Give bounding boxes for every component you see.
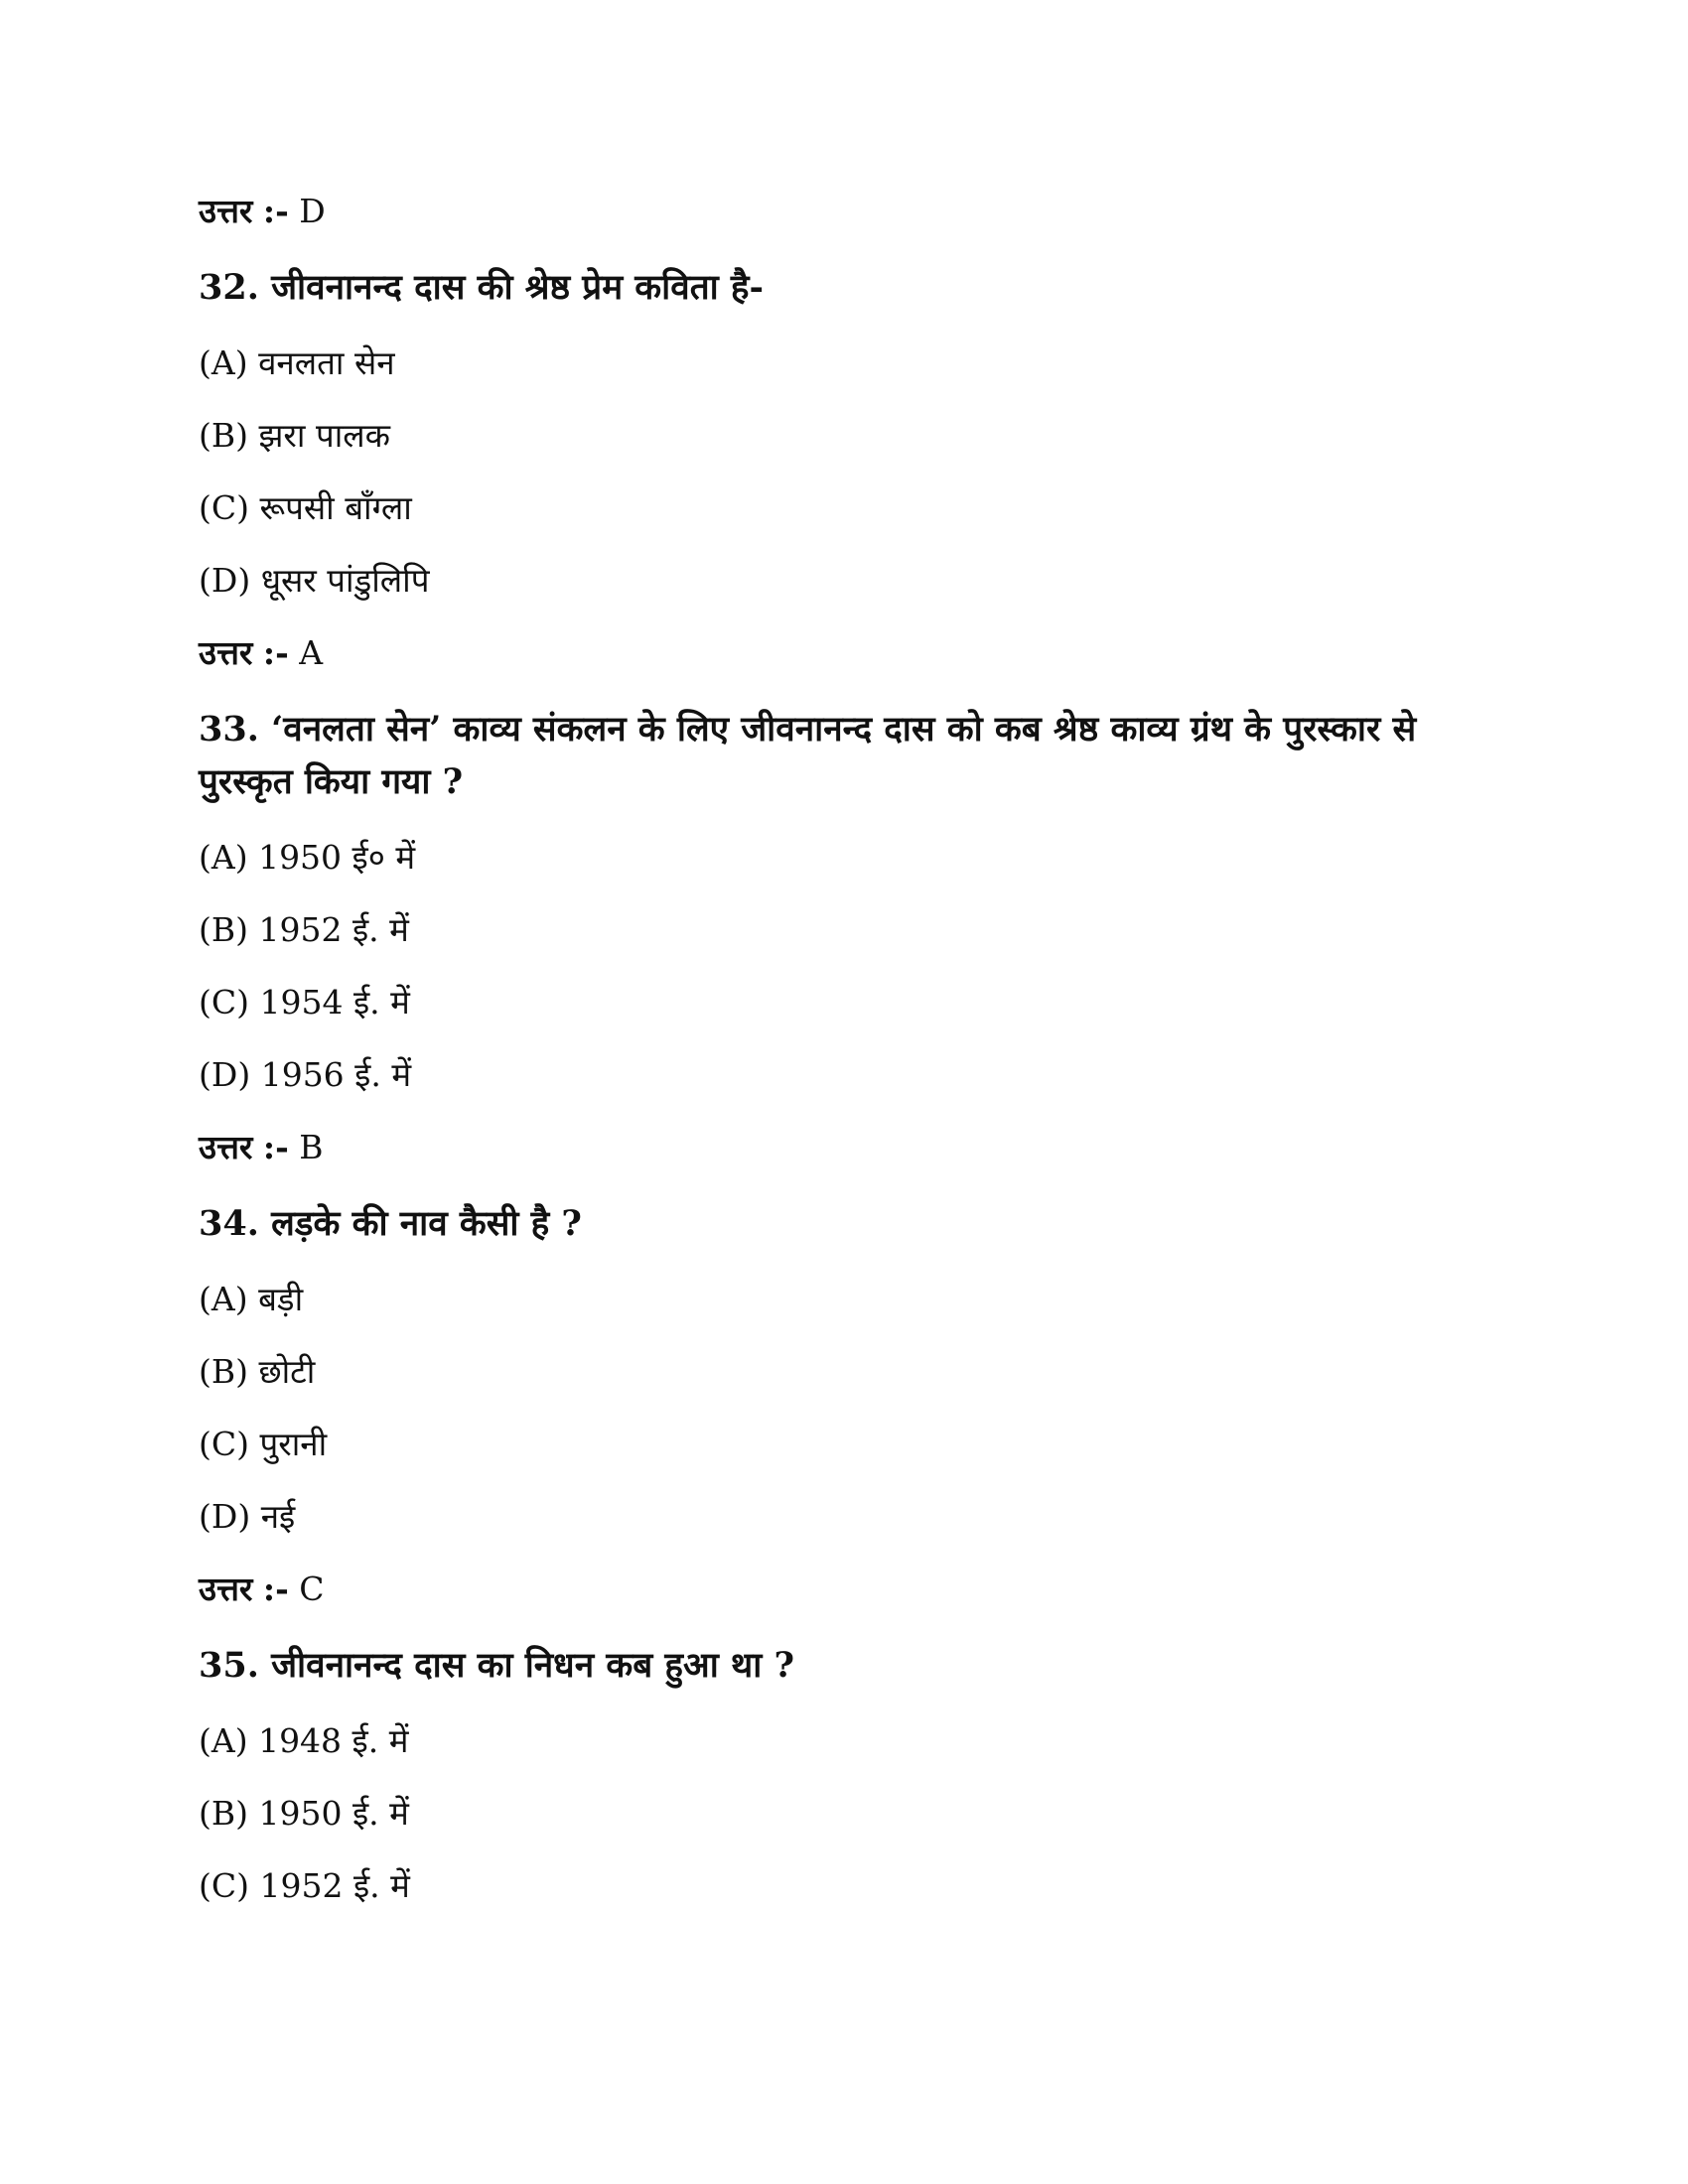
answer-value: C: [299, 1570, 325, 1608]
answer-label: उत्तर: [199, 192, 253, 230]
option-32-b: (B) झरा पालक: [199, 416, 390, 455]
question-33: 33. ‘वनलता सेन’ काव्य संकलन के लिए जीवनानन्द दास को कब श्रेष्ठ काव्य ग्रंथ के पुरस्कार से पुरस्कृत किया गया ?: [199, 709, 1417, 802]
option-34-d: (D) नई: [199, 1497, 296, 1536]
question-34: 34. लड़के की नाव कैसी है ?: [199, 1203, 582, 1244]
option-35-c: (C) 1952 ई. में: [199, 1866, 410, 1905]
option-32-d: (D) धूसर पांडुलिपि: [199, 561, 430, 600]
question-32: 32. जीवनानन्द दास की श्रेष्ठ प्रेम कविता है-: [199, 267, 765, 308]
answer-separator: :-: [262, 192, 289, 230]
answer-separator: :-: [262, 1128, 289, 1166]
answer-line-32: [199, 630, 1509, 676]
answer-line-33: [199, 1125, 1509, 1170]
answer-value: A: [299, 633, 324, 672]
option-33-c: (C) 1954 ई. में: [199, 983, 410, 1022]
option-33-a: (A) 1950 ई० में: [199, 838, 416, 877]
option-32-c: (C) रूपसी बाँग्ला: [199, 488, 412, 527]
answer-line: [199, 189, 1509, 234]
answer-value: B: [299, 1128, 324, 1166]
option-32-a: (A) वनलता सेन: [199, 343, 395, 382]
answer-label: उत्तर: [199, 633, 253, 672]
answer-label: उत्तर: [199, 1570, 253, 1608]
option-34-c: (C) पुरानी: [199, 1425, 328, 1463]
option-34-a: (A) बड़ी: [199, 1280, 304, 1318]
option-35-a: (A) 1948 ई. में: [199, 1721, 409, 1760]
answer-separator: :-: [262, 633, 289, 672]
answer-line-34: [199, 1567, 1509, 1612]
document-page: [199, 189, 1509, 1936]
answer-value: D: [299, 192, 326, 230]
option-35-b: (B) 1950 ई. में: [199, 1794, 409, 1833]
question-35: 35. जीवनानन्द दास का निधन कब हुआ था ?: [199, 1645, 795, 1686]
answer-label: उत्तर: [199, 1128, 253, 1166]
option-33-d: (D) 1956 ई. में: [199, 1055, 412, 1094]
answer-separator: :-: [262, 1570, 289, 1608]
option-33-b: (B) 1952 ई. में: [199, 910, 409, 949]
option-34-b: (B) छोटी: [199, 1352, 316, 1391]
